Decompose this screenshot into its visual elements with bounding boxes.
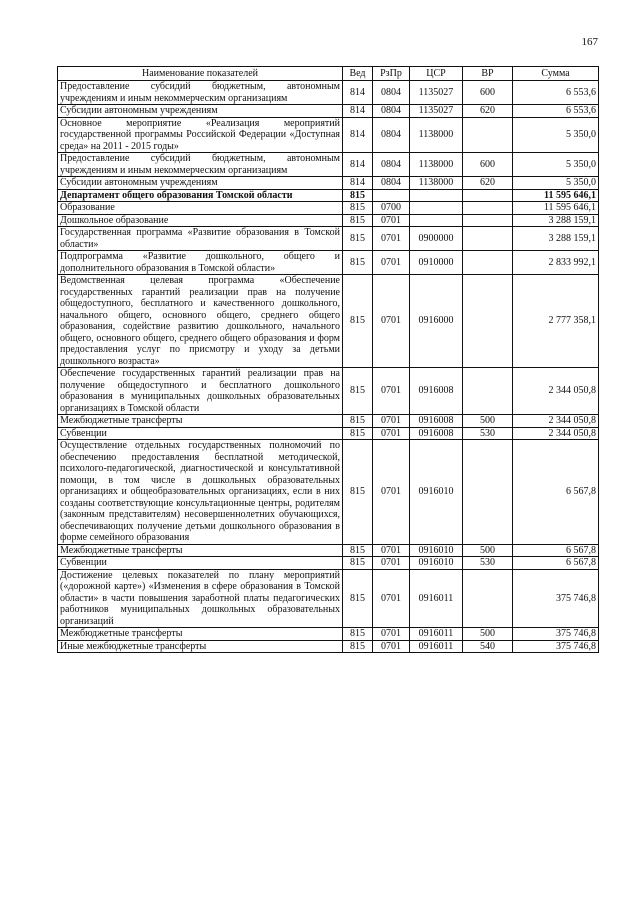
cell-csr: 0900000 xyxy=(410,227,463,251)
cell-rzpr: 0701 xyxy=(373,275,410,368)
cell-name: Государственная программа «Развитие образования в Томской области» xyxy=(58,227,343,251)
cell-vr xyxy=(463,569,513,628)
cell-ved: 814 xyxy=(343,177,373,190)
cell-ved: 815 xyxy=(343,415,373,428)
cell-name: Предоставление субсидий бюджетным, автономным учреждениям и иным некоммерческим организациям xyxy=(58,153,343,177)
cell-name: Межбюджетные трансферты xyxy=(58,544,343,557)
cell-name: Межбюджетные трансферты xyxy=(58,415,343,428)
cell-name: Подпрограмма «Развитие дошкольного, общего и дополнительного образования в Томской области» xyxy=(58,251,343,275)
cell-csr: 1138000 xyxy=(410,153,463,177)
cell-ved: 815 xyxy=(343,628,373,641)
cell-sum: 375 746,8 xyxy=(513,628,599,641)
cell-sum: 5 350,0 xyxy=(513,117,599,153)
cell-sum: 3 288 159,1 xyxy=(513,227,599,251)
cell-sum: 2 777 358,1 xyxy=(513,275,599,368)
cell-rzpr: 0804 xyxy=(373,105,410,118)
cell-csr: 0916010 xyxy=(410,544,463,557)
table-row xyxy=(58,368,599,415)
cell-csr: 0916011 xyxy=(410,569,463,628)
cell-vr: 600 xyxy=(463,153,513,177)
cell-csr: 1138000 xyxy=(410,117,463,153)
cell-vr xyxy=(463,227,513,251)
cell-rzpr: 0804 xyxy=(373,177,410,190)
cell-name: Основное мероприятие «Реализация мероприятий государственной программы Российской Федерации «Доступная среда» на 2011 - 2015 годы» xyxy=(58,117,343,153)
cell-sum: 2 344 050,8 xyxy=(513,427,599,440)
cell-csr xyxy=(410,214,463,227)
cell-name: Образование xyxy=(58,202,343,215)
cell-rzpr: 0701 xyxy=(373,544,410,557)
cell-ved: 815 xyxy=(343,275,373,368)
cell-vr xyxy=(463,275,513,368)
cell-vr: 530 xyxy=(463,557,513,570)
cell-csr: 0910000 xyxy=(410,251,463,275)
cell-vr xyxy=(463,189,513,202)
cell-csr: 0916011 xyxy=(410,628,463,641)
header-ved: Вед xyxy=(343,67,373,81)
table-row xyxy=(58,153,599,177)
cell-sum: 5 350,0 xyxy=(513,153,599,177)
header-vr: ВР xyxy=(463,67,513,81)
cell-ved: 815 xyxy=(343,214,373,227)
cell-csr: 0916010 xyxy=(410,440,463,545)
cell-rzpr: 0701 xyxy=(373,557,410,570)
table-header-row xyxy=(58,67,599,81)
cell-vr: 500 xyxy=(463,544,513,557)
cell-vr: 600 xyxy=(463,81,513,105)
table-row xyxy=(58,427,599,440)
table-row xyxy=(58,202,599,215)
cell-csr: 0916011 xyxy=(410,640,463,653)
cell-sum: 11 595 646,1 xyxy=(513,202,599,215)
table-row xyxy=(58,189,599,202)
table-row xyxy=(58,105,599,118)
cell-vr xyxy=(463,214,513,227)
cell-csr: 1135027 xyxy=(410,81,463,105)
cell-sum: 375 746,8 xyxy=(513,569,599,628)
cell-sum: 6 567,8 xyxy=(513,544,599,557)
cell-ved: 815 xyxy=(343,202,373,215)
cell-ved: 814 xyxy=(343,81,373,105)
cell-rzpr: 0804 xyxy=(373,153,410,177)
cell-ved: 814 xyxy=(343,117,373,153)
cell-name: Субсидии автономным учреждениям xyxy=(58,177,343,190)
cell-vr: 500 xyxy=(463,415,513,428)
cell-csr: 0916010 xyxy=(410,557,463,570)
table-row xyxy=(58,640,599,653)
cell-sum: 5 350,0 xyxy=(513,177,599,190)
table-row xyxy=(58,227,599,251)
cell-ved: 815 xyxy=(343,557,373,570)
cell-sum: 375 746,8 xyxy=(513,640,599,653)
cell-rzpr: 0701 xyxy=(373,640,410,653)
cell-vr: 540 xyxy=(463,640,513,653)
cell-name: Дошкольное образование xyxy=(58,214,343,227)
table-row xyxy=(58,557,599,570)
table-row xyxy=(58,177,599,190)
cell-rzpr: 0701 xyxy=(373,368,410,415)
table-row xyxy=(58,544,599,557)
cell-ved: 815 xyxy=(343,227,373,251)
cell-csr: 0916000 xyxy=(410,275,463,368)
cell-ved: 814 xyxy=(343,105,373,118)
table-row xyxy=(58,251,599,275)
cell-sum: 2 344 050,8 xyxy=(513,368,599,415)
cell-sum: 6 553,6 xyxy=(513,105,599,118)
cell-ved: 815 xyxy=(343,368,373,415)
cell-vr xyxy=(463,251,513,275)
cell-rzpr: 0701 xyxy=(373,214,410,227)
cell-vr xyxy=(463,440,513,545)
header-name: Наименование показателей xyxy=(58,67,343,81)
table-row xyxy=(58,214,599,227)
cell-rzpr: 0701 xyxy=(373,569,410,628)
cell-sum: 11 595 646,1 xyxy=(513,189,599,202)
table-row xyxy=(58,415,599,428)
cell-ved: 815 xyxy=(343,640,373,653)
cell-vr xyxy=(463,202,513,215)
table-row xyxy=(58,440,599,545)
cell-name: Иные межбюджетные трансферты xyxy=(58,640,343,653)
table-row xyxy=(58,117,599,153)
table-row xyxy=(58,569,599,628)
cell-ved: 815 xyxy=(343,251,373,275)
cell-vr: 530 xyxy=(463,427,513,440)
table-row xyxy=(58,81,599,105)
cell-sum: 6 553,6 xyxy=(513,81,599,105)
cell-ved: 815 xyxy=(343,440,373,545)
cell-rzpr: 0804 xyxy=(373,81,410,105)
cell-vr: 620 xyxy=(463,177,513,190)
cell-vr: 500 xyxy=(463,628,513,641)
header-rzpr: РзПр xyxy=(373,67,410,81)
cell-csr: 1135027 xyxy=(410,105,463,118)
cell-csr: 0916008 xyxy=(410,368,463,415)
table-row xyxy=(58,628,599,641)
header-sum: Сумма xyxy=(513,67,599,81)
cell-csr: 0916008 xyxy=(410,427,463,440)
page-number: 167 xyxy=(581,36,598,48)
cell-ved: 815 xyxy=(343,189,373,202)
cell-vr xyxy=(463,368,513,415)
cell-name: Достижение целевых показателей по плану мероприятий («дорожной карте») «Изменения в сфере образования в Томской области» в части повышения заработной платы педагогических работников муниципальных дошкольных образовательных организаций xyxy=(58,569,343,628)
cell-rzpr: 0701 xyxy=(373,251,410,275)
cell-vr: 620 xyxy=(463,105,513,118)
cell-sum: 6 567,8 xyxy=(513,440,599,545)
cell-rzpr xyxy=(373,189,410,202)
cell-ved: 815 xyxy=(343,569,373,628)
cell-csr xyxy=(410,202,463,215)
cell-rzpr: 0701 xyxy=(373,427,410,440)
cell-rzpr: 0700 xyxy=(373,202,410,215)
cell-name: Субвенции xyxy=(58,427,343,440)
cell-name: Предоставление субсидий бюджетным, автономным учреждениям и иным некоммерческим организациям xyxy=(58,81,343,105)
cell-name: Осуществление отдельных государственных полномочий по обеспечению предоставления бесплатной методической, психолого-педагогической, диагностической и консультативной помощи, в том числе в дошкольных образовательных организациях и общеобразовательных организациях, если в них созданы соответствующие консультационные центры, родителям (законным представителям) несовершеннолетних обучающихся, обеспечивающих получение детьми дошкольного образования в форме семейного образования xyxy=(58,440,343,545)
cell-name: Субсидии автономным учреждениям xyxy=(58,105,343,118)
table-row xyxy=(58,275,599,368)
cell-sum: 2 344 050,8 xyxy=(513,415,599,428)
cell-csr xyxy=(410,189,463,202)
table-body xyxy=(58,81,599,653)
cell-rzpr: 0701 xyxy=(373,415,410,428)
cell-sum: 2 833 992,1 xyxy=(513,251,599,275)
cell-ved: 815 xyxy=(343,544,373,557)
cell-sum: 3 288 159,1 xyxy=(513,214,599,227)
cell-name: Субвенции xyxy=(58,557,343,570)
cell-vr xyxy=(463,117,513,153)
budget-table xyxy=(57,66,599,653)
header-csr: ЦСР xyxy=(410,67,463,81)
cell-sum: 6 567,8 xyxy=(513,557,599,570)
cell-name: Межбюджетные трансферты xyxy=(58,628,343,641)
cell-rzpr: 0804 xyxy=(373,117,410,153)
cell-rzpr: 0701 xyxy=(373,440,410,545)
cell-name: Департамент общего образования Томской области xyxy=(58,189,343,202)
cell-ved: 815 xyxy=(343,427,373,440)
cell-csr: 1138000 xyxy=(410,177,463,190)
cell-name: Ведомственная целевая программа «Обеспечение государственных гарантий реализации прав на получение общедоступного, бесплатного и качественного дошкольного, начального общего, основного общего, среднего общего образования, содействие развитию дошкольного, начального общего, основного общего, среднего общего образования и форм предоставления услуг по присмотру и уходу за детьми дошкольного возраста» xyxy=(58,275,343,368)
cell-ved: 814 xyxy=(343,153,373,177)
cell-rzpr: 0701 xyxy=(373,227,410,251)
cell-csr: 0916008 xyxy=(410,415,463,428)
cell-rzpr: 0701 xyxy=(373,628,410,641)
cell-name: Обеспечение государственных гарантий реализации прав на получение общедоступного и бесплатного дошкольного образования в муниципальных дошкольных образовательных организациях в Томской области xyxy=(58,368,343,415)
